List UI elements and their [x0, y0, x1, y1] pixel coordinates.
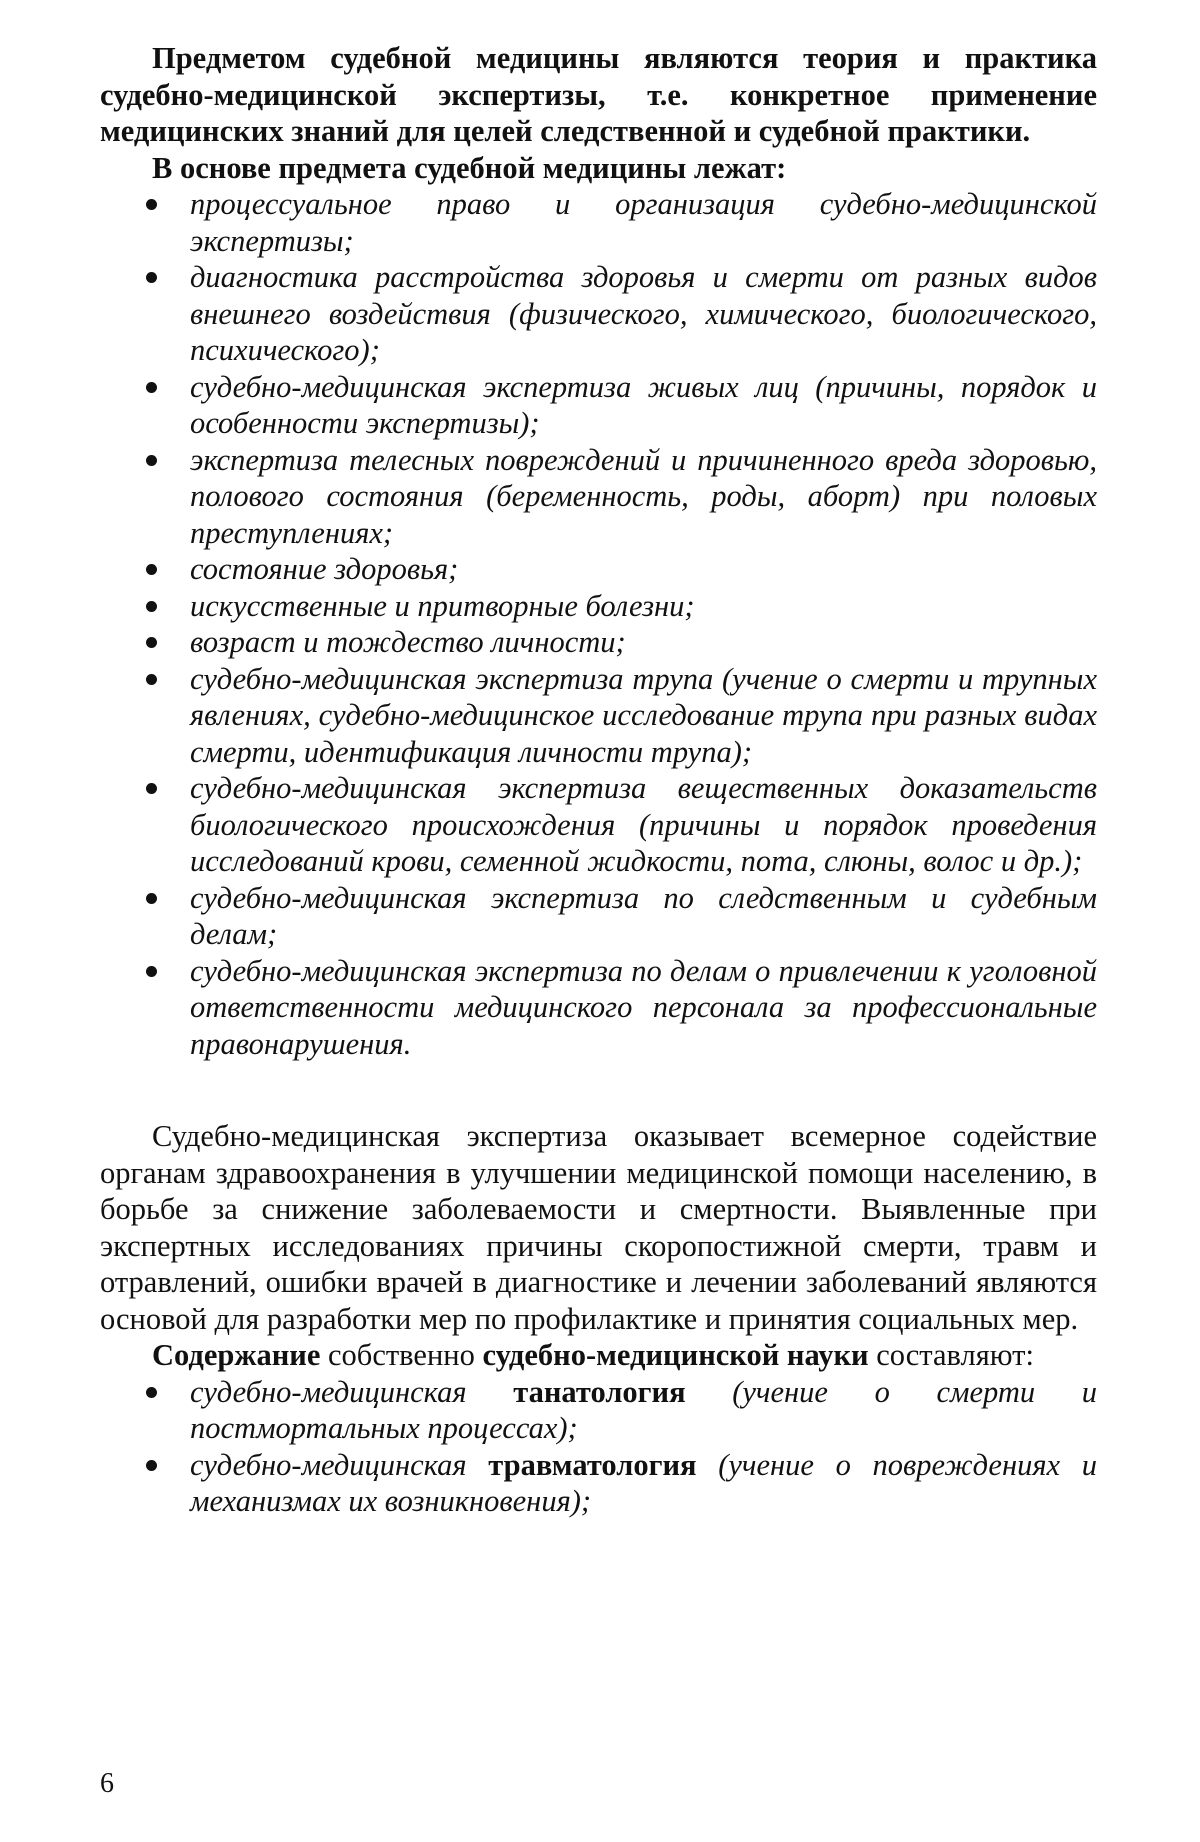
- bullet-icon: [146, 674, 157, 685]
- bullet-icon: [146, 199, 157, 210]
- bullet-icon: [146, 637, 157, 648]
- foundation-list: [100, 186, 1097, 1062]
- list-item: судебно-медицинская экспертиза вещественных доказательств биологического происхождения (причины и порядок проведения исследований крови, семенной жидкости, пота, слюны, волос и др.);: [100, 770, 1097, 880]
- bullet-icon: [146, 893, 157, 904]
- list-item: судебно-медицинская травматология (учение о повреждениях и механизмах их возникновения);: [100, 1447, 1097, 1520]
- list-item: судебно-медицинская экспертиза по делам о привлечении к уголовной ответственности медицинского персонала за профессиональные правонарушения.: [100, 953, 1097, 1063]
- bullet-icon: [146, 1387, 157, 1398]
- science-content-list: [100, 1374, 1097, 1520]
- content-lead: Содержание собственно судебно-медицинской науки составляют:: [152, 1338, 1034, 1372]
- bullet-icon: [146, 783, 157, 794]
- list-lead: В основе предмета судебной медицины лежат:: [152, 150, 787, 185]
- page-number: 6: [100, 1768, 114, 1799]
- bullet-icon: [146, 1460, 157, 1471]
- intro-paragraph: Предметом судебной медицины являются теория и практика судебно-медицинской экспертизы, т.е. конкретное применение медицинских знаний для целей следственной и судебной практики.: [100, 41, 1097, 148]
- term-thanatology: танатология: [513, 1374, 686, 1409]
- list-item: экспертиза телесных повреждений и причиненного вреда здоровью, полового состояния (беременность, роды, аборт) при половых преступлениях;: [100, 442, 1097, 552]
- list-item: диагностика расстройства здоровья и смерти от разных видов внешнего воздействия (физического, химического, биологического, психического);: [100, 259, 1097, 369]
- list-item: судебно-медицинская танатология (учение о смерти и постмортальных процессах);: [100, 1374, 1097, 1447]
- bullet-icon: [146, 272, 157, 283]
- list-item: состояние здоровья;: [100, 551, 1097, 588]
- section-gap: [100, 1062, 1097, 1118]
- expertise-paragraph: Судебно-медицинская экспертиза оказывает всемерное содействие органам здравоохранения в улучшении медицинской помощи населению, в борьбе за снижение заболеваемости и смертности. Выявленные при экспертных исследованиях причины скоропостижной смерти, травм и отравлений, ошибки врачей в диагностике и лечении заболеваний являются основой для разработки мер по профилактике и принятия социальных мер.: [100, 1119, 1097, 1336]
- list-item: процессуальное право и организация судебно-медицинской экспертизы;: [100, 186, 1097, 259]
- list-item: судебно-медицинская экспертиза живых лиц (причины, порядок и особенности экспертизы);: [100, 369, 1097, 442]
- term-traumatology: травматология: [488, 1447, 697, 1482]
- bullet-icon: [146, 564, 157, 575]
- list-item: судебно-медицинская экспертиза по следственным и судебным делам;: [100, 880, 1097, 953]
- bullet-icon: [146, 455, 157, 466]
- document-page: [100, 40, 1097, 1520]
- list-item: искусственные и притворные болезни;: [100, 588, 1097, 625]
- bullet-icon: [146, 966, 157, 977]
- bullet-icon: [146, 601, 157, 612]
- bullet-icon: [146, 382, 157, 393]
- list-item: возраст и тождество личности;: [100, 624, 1097, 661]
- list-item: судебно-медицинская экспертиза трупа (учение о смерти и трупных явлениях, судебно-медицинское исследование трупа при разных видах смерти, идентификация личности трупа);: [100, 661, 1097, 771]
